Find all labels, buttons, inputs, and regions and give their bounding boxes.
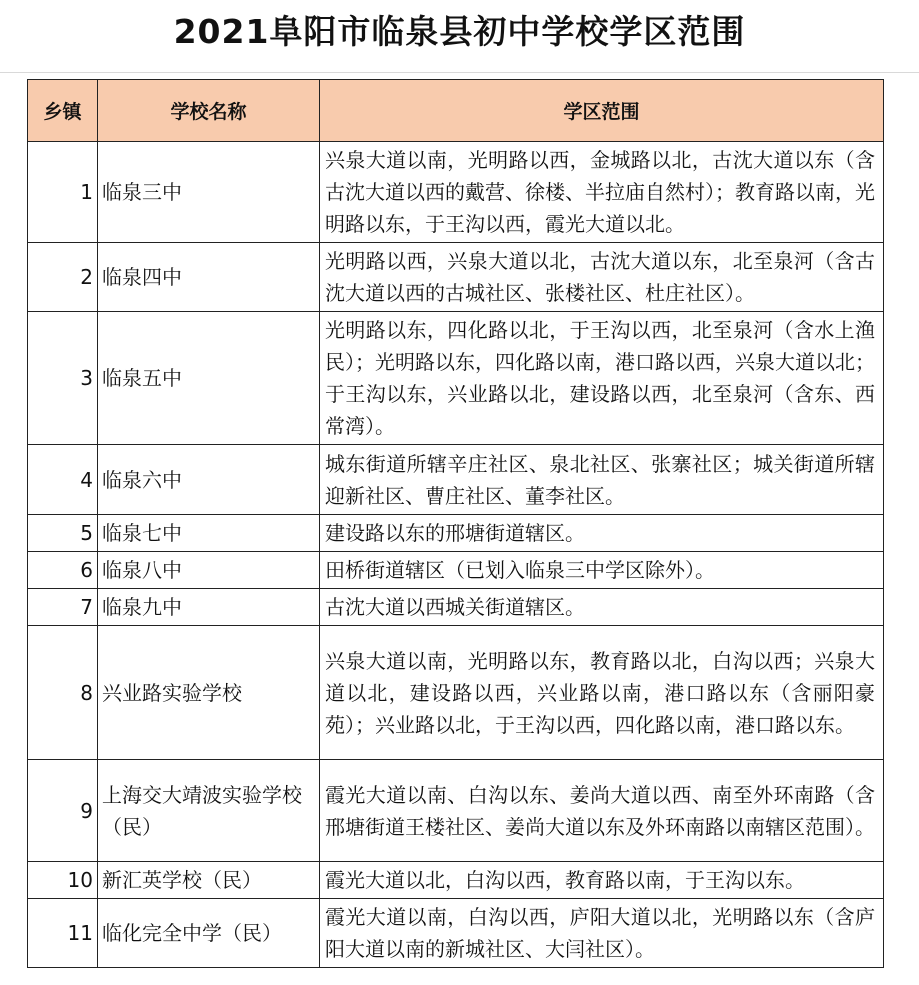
header-row [28,80,884,142]
table-row [28,445,884,515]
district-range: 光明路以东，四化路以北，于王沟以西，北至泉河（含水上渔民）；光明路以东，四化路以南，港口路以西，兴泉大道以北；于王沟以东，兴业路以北，建设路以西，北至泉河（含东、西常湾）。 [320,312,884,445]
row-number: 8 [28,626,98,760]
district-range: 兴泉大道以南，光明路以西，金城路以北，古沈大道以东（含古沈大道以西的戴营、徐楼、半拉庙自然村）；教育路以南，光明路以东，于王沟以西，霞光大道以北。 [320,142,884,243]
district-range: 霞光大道以南、白沟以东、姜尚大道以西、南至外环南路（含邢塘街道王楼社区、姜尚大道以东及外环南路以南辖区范围）。 [320,760,884,862]
row-number: 3 [28,312,98,445]
district-range: 古沈大道以西城关街道辖区。 [320,589,884,626]
row-number: 7 [28,589,98,626]
table-row [28,626,884,760]
school-name: 临化完全中学（民） [98,899,320,968]
district-range: 霞光大道以北，白沟以西，教育路以南，于王沟以东。 [320,862,884,899]
title-divider [0,72,919,73]
table-row [28,243,884,312]
table-row [28,899,884,968]
header-district-range: 学区范围 [320,80,884,142]
school-name: 临泉四中 [98,243,320,312]
header-township: 乡镇 [28,80,98,142]
district-range: 城东街道所辖辛庄社区、泉北社区、张寨社区；城关街道所辖迎新社区、曹庄社区、董李社区。 [320,445,884,515]
table-row [28,552,884,589]
district-range: 田桥街道辖区（已划入临泉三中学区除外）。 [320,552,884,589]
district-range: 光明路以西，兴泉大道以北，古沈大道以东，北至泉河（含古沈大道以西的古城社区、张楼社区、杜庄社区）。 [320,243,884,312]
school-name: 临泉三中 [98,142,320,243]
row-number: 2 [28,243,98,312]
row-number: 11 [28,899,98,968]
row-number: 5 [28,515,98,552]
row-number: 6 [28,552,98,589]
school-district-table [27,79,884,968]
district-range: 建设路以东的邢塘街道辖区。 [320,515,884,552]
school-name: 兴业路实验学校 [98,626,320,760]
district-range: 霞光大道以南，白沟以西，庐阳大道以北，光明路以东（含庐阳大道以南的新城社区、大闫社区）。 [320,899,884,968]
table-row [28,862,884,899]
row-number: 4 [28,445,98,515]
row-number: 9 [28,760,98,862]
table-row [28,760,884,862]
table-row [28,589,884,626]
school-name: 临泉七中 [98,515,320,552]
school-name: 新汇英学校（民） [98,862,320,899]
page-title: 2021阜阳市临泉县初中学校学区范围 [173,12,746,51]
school-name: 临泉六中 [98,445,320,515]
header-school-name: 学校名称 [98,80,320,142]
school-name: 临泉九中 [98,589,320,626]
table-row [28,312,884,445]
school-name: 上海交大靖波实验学校（民） [98,760,320,862]
row-number: 1 [28,142,98,243]
school-name: 临泉五中 [98,312,320,445]
table-row [28,515,884,552]
school-name: 临泉八中 [98,552,320,589]
table-row [28,142,884,243]
row-number: 10 [28,862,98,899]
district-range: 兴泉大道以南，光明路以东，教育路以北，白沟以西；兴泉大道以北，建设路以西，兴业路以南，港口路以东（含丽阳豪苑）；兴业路以北，于王沟以西，四化路以南，港口路以东。 [320,626,884,760]
